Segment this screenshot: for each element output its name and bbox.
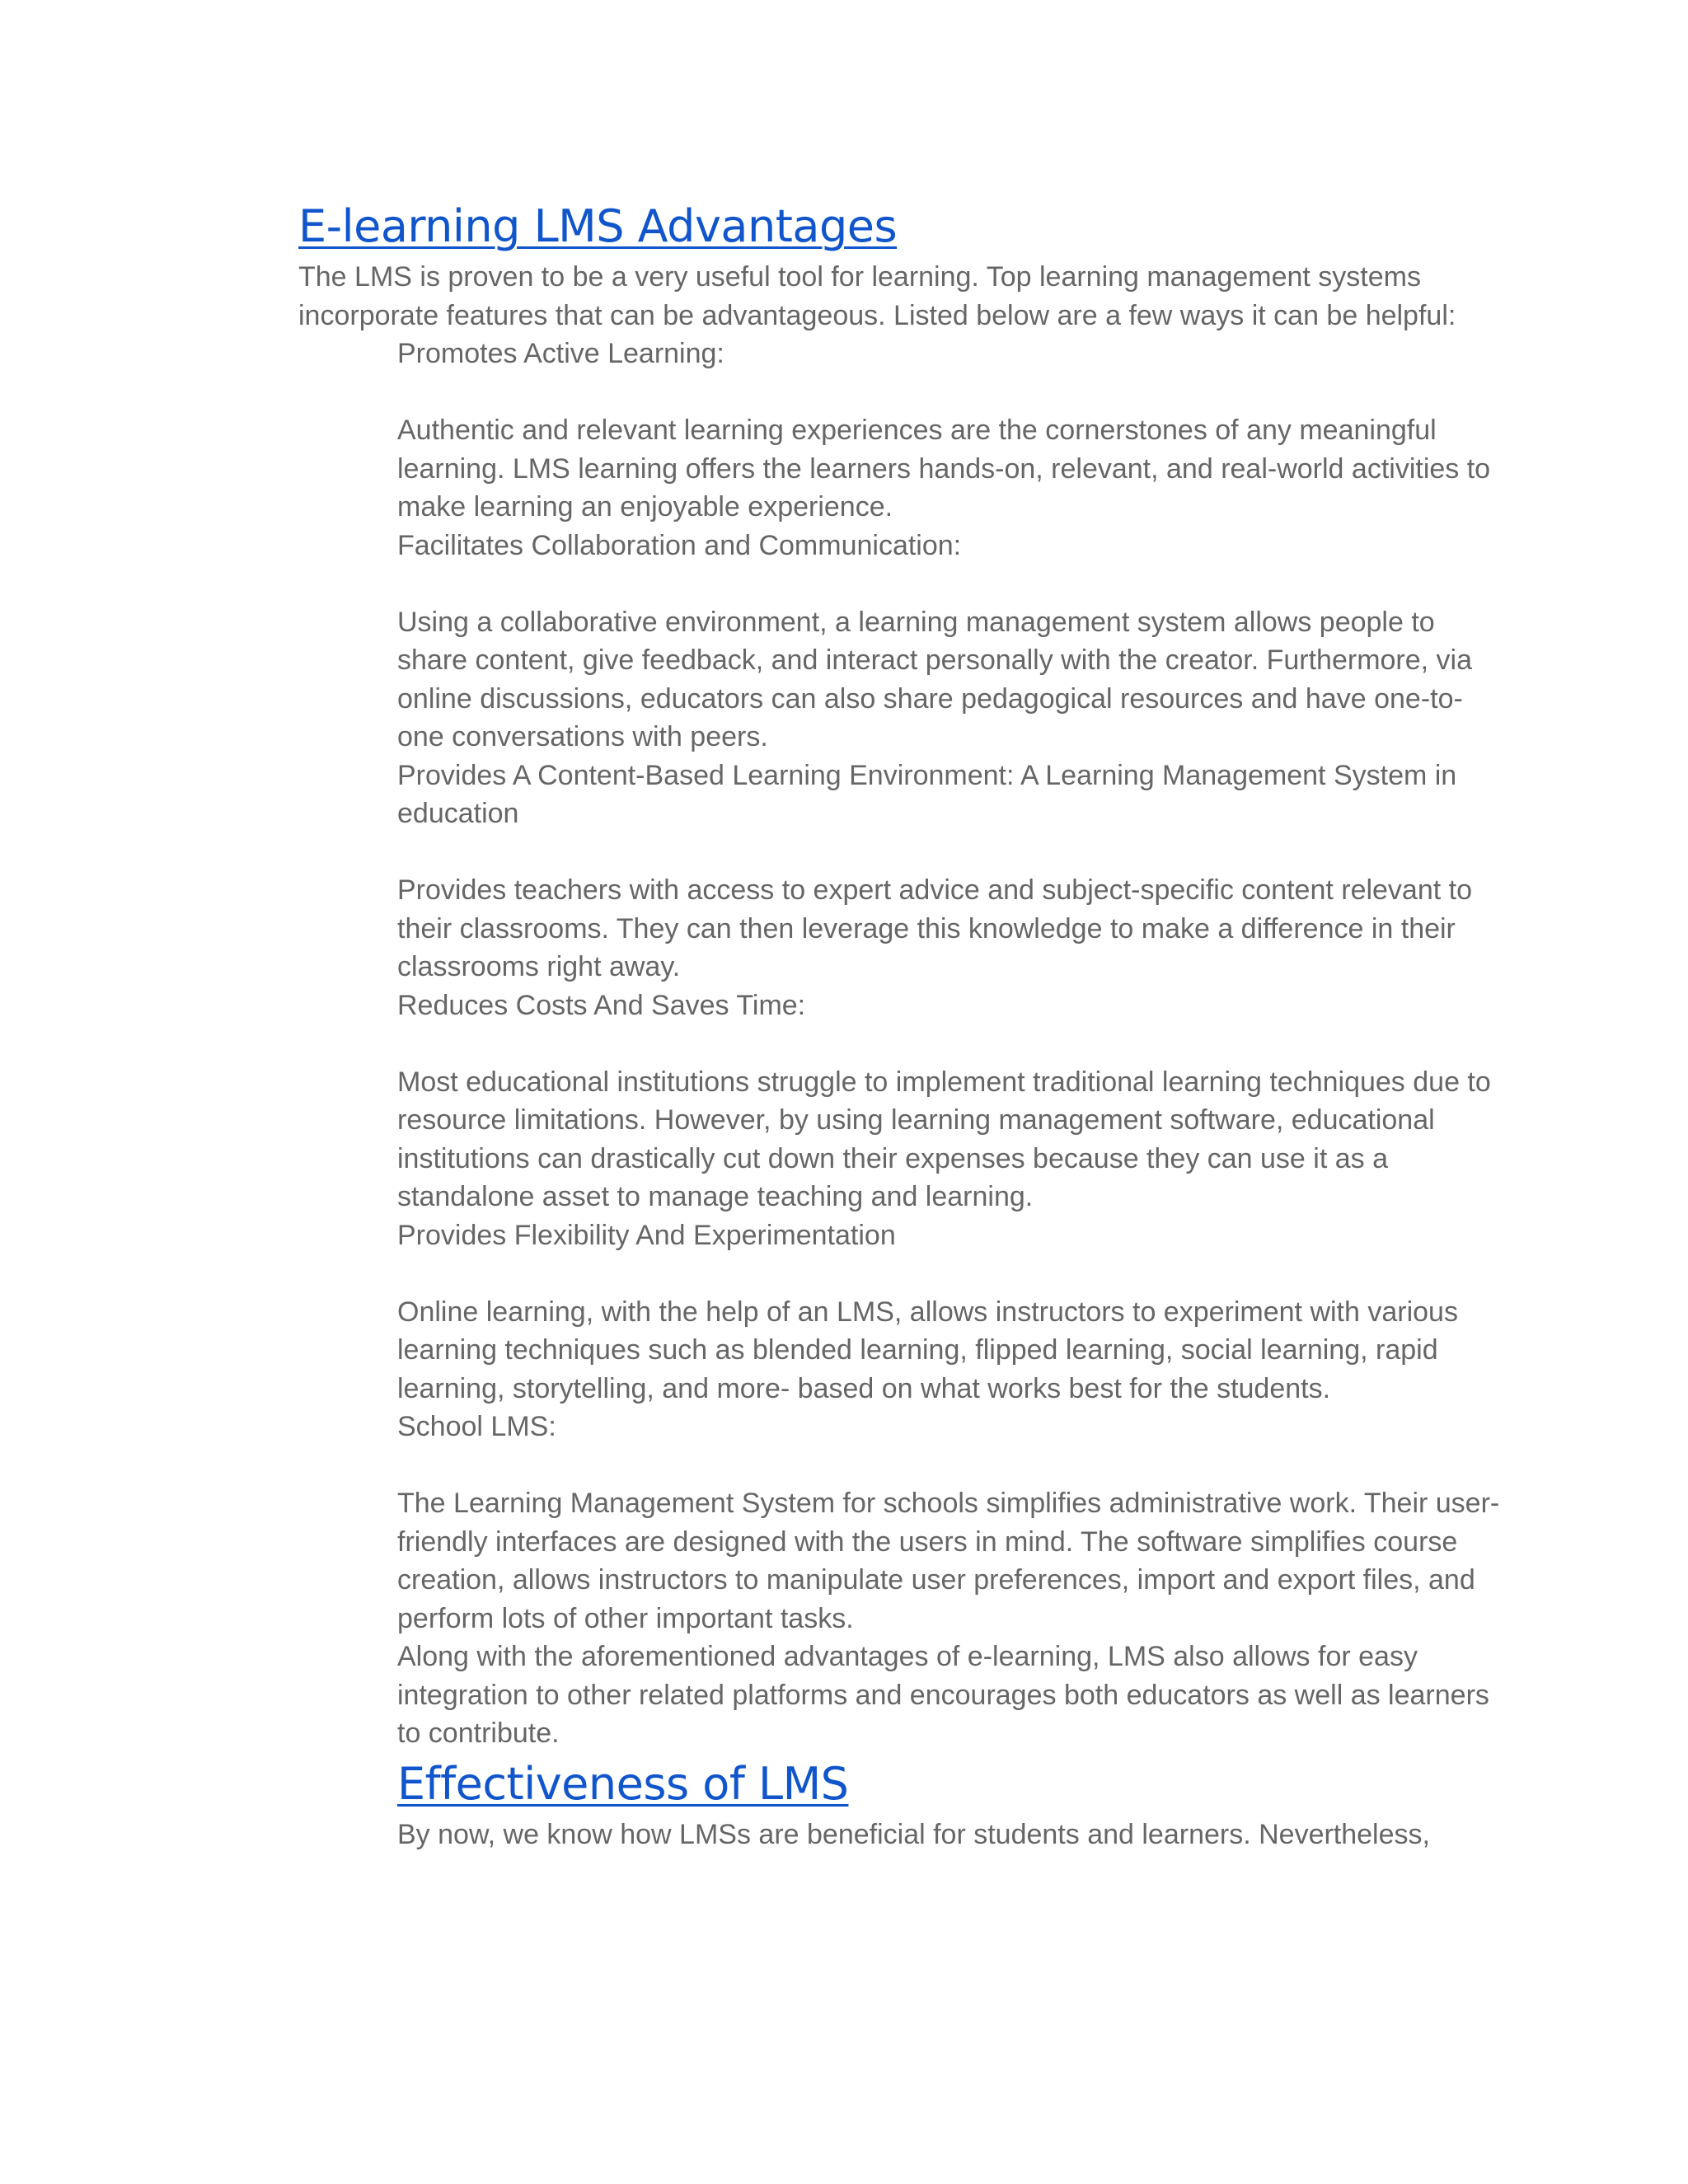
intro-paragraph: The LMS is proven to be a very useful tool for learning. Top learning management systems incorporate features that can be advantageous. Listed below are a few ways it can be helpful: [298,261,1456,331]
final-paragraph: By now, we know how LMSs are beneficial for students and learners. Nevertheless, [397,1818,1430,1850]
heading-elearning-lms-advantages[interactable]: E-learning LMS Advantages [298,200,898,252]
section-title-active-learning: Promotes Active Learning: [397,338,724,369]
section-body-school-lms: The Learning Management System for schools simplifies administrative work. Their user-friendly interfaces are designed with the users in mind. The software simplifies course creation, allows instructors to manipulate user preferences, import and export files, and perform lots of other important tasks. [397,1488,1500,1634]
advantages-list [397,335,1502,1753]
section-body-content-based: Provides teachers with access to expert advice and subject-specific content relevant to their classrooms. They can then leverage this knowledge to make a difference in their classrooms right away. [397,874,1473,982]
section-body-collaboration: Using a collaborative environment, a learning management system allows people to share content, give feedback, and interact personally with the creator. Furthermore, via online discussions, educators can also share pedagogical resources and have one-to-one conversations with peers. [397,606,1473,752]
blank-line [397,1446,1502,1485]
section-title-reduces-costs: Reduces Costs And Saves Time: [397,989,806,1021]
section-title-flexibility: Provides Flexibility And Experimentation [397,1219,896,1251]
blank-line [397,565,1502,603]
heading-effectiveness-of-lms[interactable]: Effectiveness of LMS [397,1757,849,1810]
blank-line [397,373,1502,412]
section-body-flexibility: Online learning, with the help of an LMS, allows instructors to experiment with various learning techniques such as blended learning, flipped learning, social learning, rapid learning, storytelling, and more- based on what works best for the students. [397,1296,1458,1404]
section-title-collaboration: Facilitates Collaboration and Communication: [397,529,962,561]
closing-paragraph: Along with the aforementioned advantages of e-learning, LMS also allows for easy integration to other related platforms and encourages both educators as well as learners to contribute. [397,1641,1489,1749]
blank-line [397,1024,1502,1063]
document-content [298,195,1502,1854]
section-body-reduces-costs: Most educational institutions struggle to implement traditional learning techniques due to resource limitations. However, by using learning management software, educational institutions can drastically cut down their expenses because they can use it as a standalone asset to manage teaching and learning. [397,1066,1491,1212]
section-title-school-lms: School LMS: [397,1411,556,1442]
section-title-content-based: Provides A Content-Based Learning Environment: A Learning Management System in education [397,759,1457,829]
blank-line [397,833,1502,872]
section-body-active-learning: Authentic and relevant learning experiences are the cornerstones of any meaningful learning. LMS learning offers the learners hands-on, relevant, and real-world activities to make learning an enjoyable experience. [397,415,1491,523]
blank-line [397,1254,1502,1293]
